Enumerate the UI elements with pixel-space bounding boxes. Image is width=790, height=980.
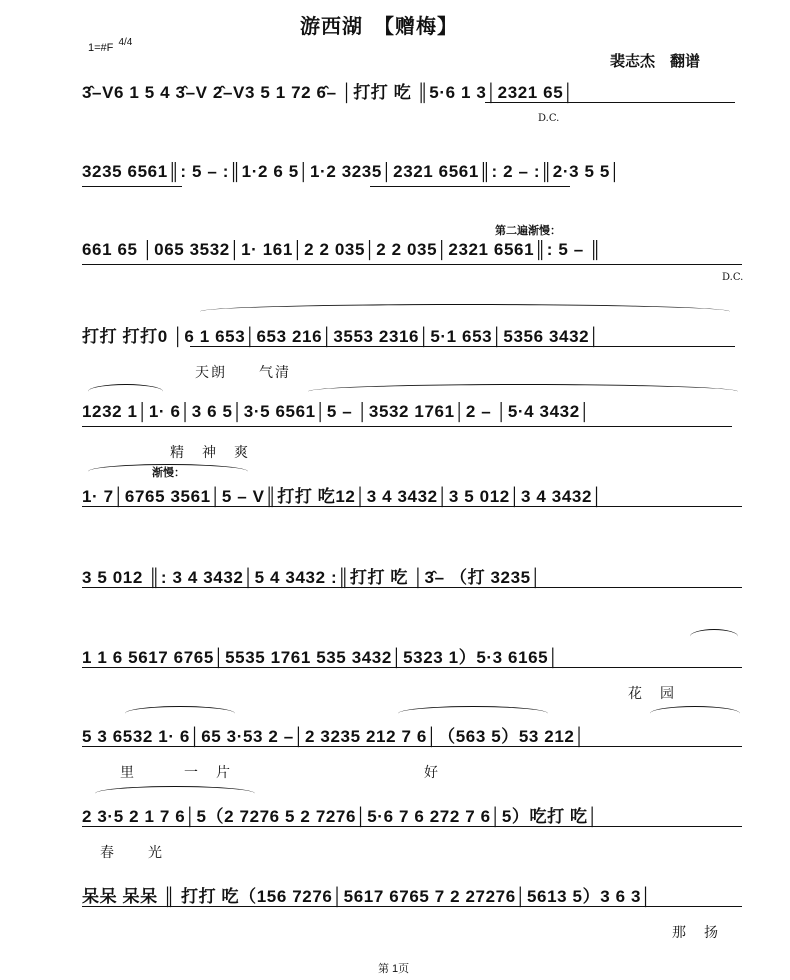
notes-line-6: 1· 7│6765 3561│5 – V║打打 吃12│3 4 3432│3 5 012│3 4 3432│	[82, 487, 604, 506]
slur-arc	[308, 384, 738, 399]
time-signature: 4/4	[118, 37, 133, 48]
slur-arc	[125, 706, 235, 721]
notes-line-2: 3235 6561║: 5 – :║1·2 6 5│1·2 3235│2321 6561║: 2 – :║2·3 5 5│	[82, 162, 622, 181]
slur-arc	[95, 786, 255, 801]
staff-line-2	[0, 162, 790, 222]
staff-line-10	[0, 802, 790, 862]
staff-line-9	[0, 722, 790, 782]
lyrics-line-11: 那 扬	[672, 925, 720, 941]
staff-line-4	[0, 322, 790, 382]
slur-arc	[200, 304, 730, 319]
underline	[82, 667, 742, 668]
staff-line-1	[0, 78, 790, 138]
underline	[82, 746, 742, 747]
slur-arc	[398, 706, 548, 721]
staff-line-6	[0, 467, 790, 542]
staff-line-5	[0, 402, 790, 462]
key-signature	[88, 37, 133, 54]
underline	[82, 186, 182, 187]
lyrics-line-10: 春 光	[100, 845, 164, 861]
notes-line-11: 呆呆 呆呆 ║ 打打 吃（156 7276│5617 6765 7 2 27276│5613 5）3 6 3│	[82, 887, 653, 906]
underline	[82, 587, 742, 588]
dc-marker-1: D.C.	[538, 113, 560, 124]
slowing-note: 渐慢：	[152, 467, 185, 479]
page-title: 游西湖 【赠梅】	[300, 14, 458, 38]
underline	[82, 506, 742, 507]
slur-arc	[650, 706, 740, 721]
notes-line-10: 2 3·5 2 1 7 6│5（2 7276 5 2 7276│5·6 7 6 272 7 6│5）吃打 吃│	[82, 807, 599, 826]
staff-line-11	[0, 882, 790, 942]
lyrics-line-8: 花 园	[628, 686, 676, 702]
underline	[485, 102, 735, 103]
notes-line-1: 3̂–V6 1 5 4 3̂–V 2̂–V3 5 1 72 6̂– │打打 吃 ║5·6 1 3│2321 65│	[82, 83, 575, 102]
slur-arc	[690, 629, 738, 644]
staff-line-3	[0, 225, 790, 300]
page-number: 第 1页	[378, 963, 410, 975]
underline	[190, 346, 735, 347]
staff-line-8	[0, 643, 790, 703]
notes-line-7: 3 5 012 ║: 3 4 3432│5 4 3432 :║打打 吃 │3̂– （打 3235│	[82, 568, 542, 587]
slur-arc	[88, 384, 163, 399]
notes-line-9: 5 3 6532 1· 6│65 3·53 2 –│2 3235 212 7 6│（563 5）53 212│	[82, 727, 586, 746]
underline	[82, 264, 742, 265]
lyrics-line-4: 天朗 气清	[195, 365, 291, 381]
dc-marker-2: D.C.	[722, 272, 744, 283]
slowing-note-second: 第二遍渐慢：	[495, 225, 561, 237]
notes-line-8: 1 1 6 5617 6765│5535 1761 535 3432│5323 1）5·3 6165│	[82, 648, 560, 667]
lyrics-line-9: 里 一 片 好	[120, 765, 440, 781]
underline	[82, 426, 732, 427]
arranger-credit: 裴志杰 翻谱	[610, 53, 701, 70]
underline	[82, 826, 742, 827]
notes-line-3: 661 65 │065 3532│1· 161│2 2 035│2 2 035│2321 6561║: 5 – ║	[82, 240, 602, 259]
key-label: 1=#F	[88, 42, 114, 54]
lyrics-line-5: 精 神 爽	[170, 445, 250, 461]
underline	[82, 906, 742, 907]
staff-line-7	[0, 563, 790, 623]
underline	[370, 186, 570, 187]
notes-line-4: 打打 打打0 │6 1 653│653 216│3553 2316│5·1 653│5356 3432│	[82, 327, 601, 346]
notes-line-5: 1232 1│1· 6│3 6 5│3·5 6561│5 – │3532 1761│2 – │5·4 3432│	[82, 402, 591, 421]
